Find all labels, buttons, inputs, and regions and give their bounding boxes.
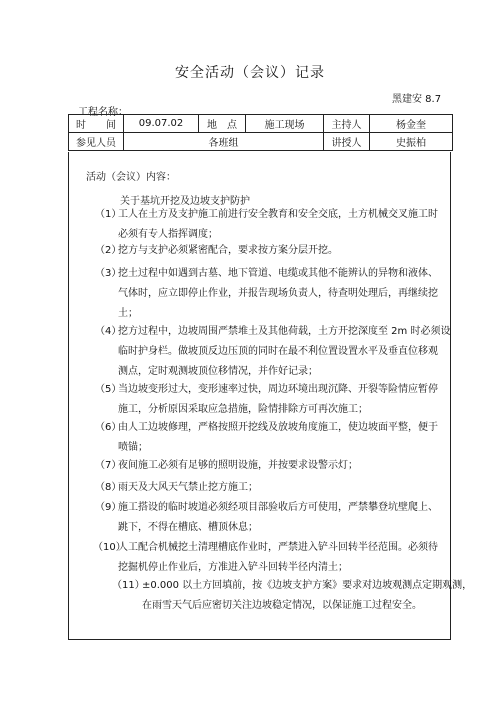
- header-table: [68, 114, 453, 151]
- item-text: [118, 456, 358, 476]
- item-number: （5）: [95, 384, 122, 395]
- item-line: 挖土过程中如遇到古墓、地下管道、电缆或其他不能辨认的异物和液体、: [118, 268, 438, 279]
- participants-label: 参见人员: [69, 133, 124, 151]
- item-line: 雨天及大风天气禁止挖方施工；: [118, 482, 258, 493]
- item-line: 土；: [118, 308, 138, 319]
- item-line: 挖方与支护必须紧密配合，要求按方案分层开挖。: [118, 245, 338, 256]
- item-line: 喷锚；: [118, 442, 148, 453]
- item-line: 由人工边坡修理，严格按照开挖线及放坡角度施工，使边坡面平整，便于: [118, 422, 438, 433]
- item-text: [118, 418, 438, 458]
- item-text: [118, 241, 338, 261]
- lecturer-value: 史振柏: [370, 133, 453, 151]
- item-line: 施工搭设的临时坡道必须经项目部验收后方可使用，严禁攀登坑壁爬上、: [118, 502, 438, 513]
- item-number: （8）: [95, 482, 122, 493]
- item-line: 施工，分析原因采取应急措施，险情排除方可再次施工；: [118, 404, 368, 415]
- item-number: （7）: [95, 460, 122, 471]
- item-line: 必须有专人指挥调度；: [118, 229, 218, 240]
- item-number: （10）: [93, 542, 126, 553]
- time-value: 09.07.02: [124, 115, 199, 133]
- item-number: （11）: [112, 580, 145, 591]
- item-line: 挖掘机停止作业后，方准进入铲斗回转半径内清土；: [118, 562, 348, 573]
- item-number: （6）: [95, 422, 122, 433]
- form-code: 黑建安 8.7: [392, 94, 442, 105]
- item-text: [118, 322, 450, 382]
- item-line: 工人在土方及支护施工前进行安全教育和安全交底，土方机械交叉施工时: [118, 209, 438, 220]
- document-title: 安全活动（会议）记录: [175, 65, 325, 81]
- place-value: 施工现场: [246, 115, 324, 133]
- item-line: 测点，定时观测坡顶位移情况，并作好记录；: [118, 366, 318, 377]
- item-number: （3）: [95, 268, 122, 279]
- participants-value: 各班组: [124, 133, 324, 151]
- item-number: （9）: [95, 502, 122, 513]
- item-number: （1）: [95, 209, 122, 220]
- item-line: 当边坡变形过大，变形速率过快，周边环境出现沉降、开裂等险情应暂停: [118, 384, 438, 395]
- item-text: [118, 205, 438, 245]
- item-text: [118, 478, 258, 498]
- host-label: 主持人: [324, 115, 370, 133]
- item-line: 在雨雪天气后应密切关注边坡稳定情况，以保证施工过程安全。: [142, 600, 422, 611]
- item-line: 跳下，不得在槽底、槽顶休息；: [118, 522, 258, 533]
- item-line: ±0.000 以土方回填前，按《边坡支护方案》要求对边坡观测点定期观测，: [142, 580, 473, 591]
- item-number: （4）: [95, 326, 122, 337]
- item-text: [142, 576, 472, 616]
- item-line: 挖方过程中，边坡周围严禁堆土及其他荷载，土方开挖深度至 2m 时必须设: [118, 326, 451, 337]
- item-line: 气体时，应立即停止作业，并报告现场负责人，待查明处理后，再继续挖: [118, 288, 438, 299]
- item-text: [118, 380, 438, 420]
- item-text: [118, 538, 438, 578]
- lecturer-label: 讲授人: [324, 133, 370, 151]
- content-label: 活动（会议）内容：: [86, 172, 176, 183]
- item-text: [118, 264, 438, 324]
- time-label: 时 间: [69, 115, 124, 133]
- item-line: 夜间施工必须有足够的照明设施，并按要求设警示灯；: [118, 460, 358, 471]
- item-text: [118, 498, 438, 538]
- item-line: 人工配合机械挖土清理槽底作业时，严禁进入铲斗回转半径范围。必须待: [118, 542, 438, 553]
- place-label: 地 点: [199, 115, 246, 133]
- header-row-time: [69, 115, 453, 133]
- item-number: （2）: [95, 245, 122, 256]
- project-name-label: 工程名称：: [78, 107, 128, 118]
- host-value: 杨金奎: [370, 115, 453, 133]
- item-line: 临时护身栏。做坡顶反边压顶的同时在最不利位置设置水平及垂直位移观: [118, 346, 438, 357]
- subject-line: 关于基坑开挖及边坡支护防护: [120, 196, 250, 207]
- header-row-participants: [69, 133, 453, 151]
